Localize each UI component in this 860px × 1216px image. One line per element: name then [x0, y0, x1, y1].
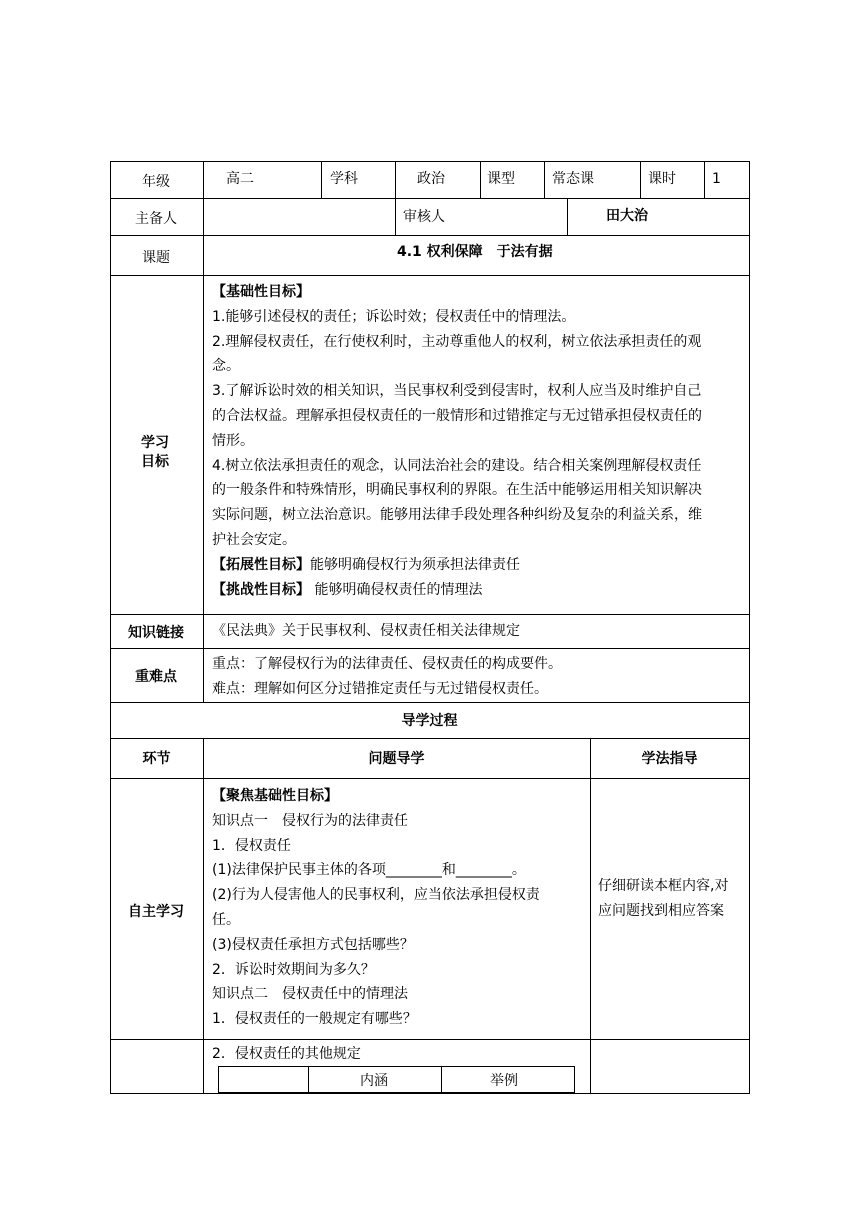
grid-line [395, 198, 396, 235]
objectives-label-line1: 学习 [141, 435, 169, 451]
extended-goal [212, 553, 702, 578]
study-line: 任。 [212, 911, 240, 928]
grid-line [110, 235, 750, 236]
objective-line: 护社会安定。 [212, 531, 296, 548]
subject-label: 学科 [330, 171, 358, 187]
knowledge-link-label: 知识链接 [128, 625, 184, 641]
subject-value: 政治 [417, 171, 445, 187]
study-line: (1)法律保护民事主体的各项________和________。 [212, 862, 526, 879]
questions-column-header: 问题导学 [368, 751, 425, 767]
knowledge-link-value: 《民法典》关于民事权利、侵权责任相关法律规定 [212, 623, 520, 639]
objectives-text [212, 280, 702, 602]
grid-line [704, 161, 705, 198]
key-points-label: 重难点 [135, 669, 177, 685]
other-rules-table [218, 1066, 575, 1093]
reviewer-label: 审核人 [403, 209, 445, 225]
method-column-header: 学法指导 [641, 751, 698, 767]
objective-line: 1.能够引述侵权的责任；诉讼时效；侵权责任中的情理法。 [212, 308, 576, 325]
method-guidance-line1: 仔细研读本框内容,对 [598, 878, 729, 894]
extended-goal-text: 能够明确侵权行为须承担法律责任 [310, 556, 520, 573]
lesson-type-value: 常态课 [552, 171, 594, 187]
study-line: (3)侵权责任承担方式包括哪些？ [212, 936, 414, 953]
grid-line [110, 614, 750, 615]
grid-line [110, 161, 750, 162]
objective-line: 3.了解诉讼时效的相关知识，当民事权利受到侵害时，权利人应当及时维护自己 [212, 383, 702, 400]
study-line: (2)行为人侵害他人的民事权利，应当依法承担侵权责 [212, 887, 540, 904]
objective-line: 情形。 [212, 432, 254, 449]
grid-line [110, 275, 750, 276]
challenge-goal-text: 能够明确侵权责任的情理法 [310, 581, 483, 598]
grid-line [590, 738, 591, 1093]
key-points-line1: 重点：了解侵权行为的法律责任、侵权责任的构成要件。 [212, 656, 562, 672]
objective-line: 4.树立依法承担责任的观念，认同法治社会的建设。结合相关案例理解侵权责任 [212, 457, 702, 474]
grid-line [395, 161, 396, 198]
grid-line [110, 1039, 750, 1040]
objective-line: 的合法权益。理解承担侵权责任的一般情形和过错推定与无过错承担侵权责任的 [212, 407, 702, 424]
grid-line [544, 161, 545, 198]
grid-line [308, 1067, 309, 1093]
grid-line [749, 161, 750, 1093]
extended-goal-label: 【拓展性目标】 [212, 556, 310, 573]
grid-line [110, 778, 750, 779]
self-study-text [212, 784, 540, 1032]
grid-line [203, 161, 204, 702]
other-rules-col-meaning: 内涵 [360, 1073, 388, 1089]
other-rules-col-example: 举例 [490, 1073, 518, 1089]
grid-line [110, 161, 111, 1093]
objective-line: 念。 [212, 358, 240, 375]
period-label: 课时 [648, 171, 676, 187]
topic-label: 课题 [142, 250, 170, 266]
study-line: 知识点二 侵权责任中的情理法 [212, 986, 408, 1003]
grid-line [640, 161, 641, 198]
grid-line [110, 648, 750, 649]
period-value: 1 [712, 171, 721, 187]
grid-line [567, 198, 568, 235]
grid-line [110, 738, 750, 739]
study-line: 1．侵权责任的一般规定有哪些？ [212, 1011, 417, 1028]
objectives-label-line2: 目标 [141, 454, 169, 470]
other-rules-title: 2．侵权责任的其他规定 [212, 1046, 361, 1062]
reviewer-value: 田大治 [606, 208, 648, 224]
objective-line: 2.理解侵权责任，在行使权利时，主动尊重他人的权利，树立依法承担责任的观 [212, 333, 702, 350]
topic-value: 4.1 权利保障 于法有据 [397, 244, 553, 260]
study-line: 1．侵权责任 [212, 837, 291, 854]
grid-line [441, 1067, 442, 1093]
key-points-line2: 难点：理解如何区分过错推定责任与无过错侵权责任。 [212, 681, 548, 697]
grid-line [321, 161, 322, 198]
study-line: 知识点一 侵权行为的法律责任 [212, 812, 408, 829]
study-line: 2．诉讼时效期间为多久？ [212, 961, 375, 978]
objective-line: 的一般条件和特殊情形，明确民事权利的界限。在生活中能够运用相关知识解决 [212, 482, 702, 499]
objective-line: 实际问题，树立法治意识。能够用法律手段处理各种纠纷及复杂的利益关系，维 [212, 507, 702, 524]
grid-line [110, 702, 750, 703]
grade-value: 高二 [226, 171, 254, 187]
grade-label: 年级 [142, 174, 170, 190]
basic-goal-heading: 【基础性目标】 [212, 284, 310, 300]
challenge-goal [212, 578, 702, 603]
stage-column-header: 环节 [142, 751, 171, 767]
grid-line [110, 1093, 750, 1094]
preparer-label: 主备人 [135, 211, 177, 227]
grid-line [480, 161, 481, 198]
grid-line [219, 1092, 574, 1093]
self-study-label: 自主学习 [128, 904, 184, 920]
focus-goal-heading: 【聚焦基础性目标】 [212, 788, 338, 804]
challenge-goal-label: 【挑战性目标】 [212, 581, 310, 598]
method-guidance-line2: 应问题找到相应答案 [598, 903, 724, 919]
guide-title: 导学过程 [401, 713, 458, 729]
lesson-type-label: 课型 [487, 171, 515, 187]
grid-line [110, 198, 750, 199]
grid-line [203, 738, 204, 1093]
